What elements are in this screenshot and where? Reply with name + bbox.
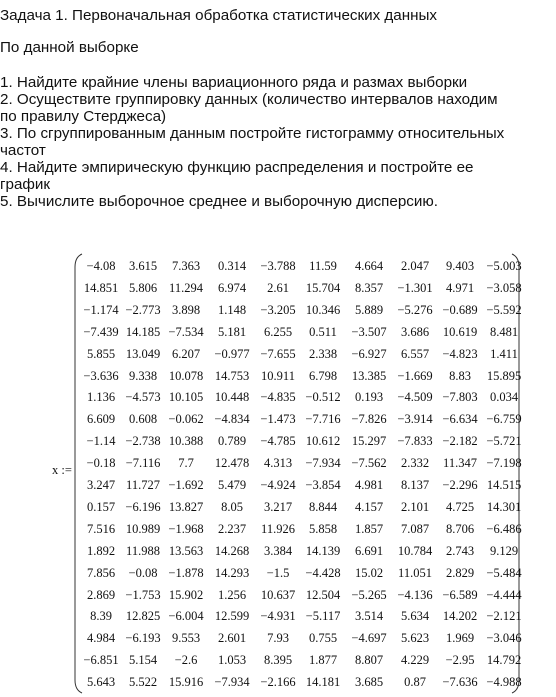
matrix-cell: −3.914 <box>397 412 433 427</box>
matrix-row <box>73 408 521 430</box>
matrix-cell: −7.934 <box>214 675 250 690</box>
matrix-cell: 2.743 <box>445 543 475 558</box>
matrix-cell: −2.166 <box>260 675 296 690</box>
matrix-cell: 5.181 <box>217 324 247 339</box>
matrix-cell: 15.902 <box>168 587 204 602</box>
matrix-cell: 8.357 <box>354 280 384 295</box>
matrix-cell: −4.444 <box>486 587 522 602</box>
matrix-cell: 13.385 <box>351 368 387 383</box>
matrix-cell: 12.599 <box>214 609 250 624</box>
matrix-cell: 6.255 <box>263 324 293 339</box>
task-line: 5. Вычислите выборочное среднее и выборочную дисперсию. <box>0 193 438 210</box>
matrix-cell: −6.004 <box>168 609 204 624</box>
matrix-cell: −4.931 <box>260 609 296 624</box>
matrix-cell: 14.181 <box>305 675 341 690</box>
matrix-cell: −0.062 <box>168 412 204 427</box>
matrix-cell: 5.154 <box>128 653 158 668</box>
matrix-cell: 0.314 <box>217 259 247 273</box>
task-line: 1. Найдите крайние члены вариационного ряда и размах выборки <box>0 74 468 91</box>
matrix-cell: 0.87 <box>404 675 426 690</box>
matrix-cell: −6.589 <box>442 587 478 602</box>
data-matrix <box>73 253 521 694</box>
matrix-cell: 11.988 <box>126 543 160 558</box>
matrix-cell: −3.205 <box>260 302 296 317</box>
matrix-row <box>73 386 521 408</box>
matrix-cell: 3.247 <box>86 478 116 492</box>
matrix-cell: −4.823 <box>442 346 478 361</box>
matrix-cell: 10.448 <box>214 390 250 405</box>
matrix-cell: −5.592 <box>486 302 522 317</box>
matrix-cell: 1.148 <box>217 302 247 317</box>
matrix-cell: 5.479 <box>217 478 247 492</box>
matrix-row <box>73 496 521 518</box>
matrix-cell: 15.02 <box>354 565 384 580</box>
matrix-cell: 11.347 <box>443 456 477 471</box>
matrix-cell: 3.686 <box>400 324 430 339</box>
matrix-cell: 3.685 <box>354 675 384 690</box>
matrix-label: x := <box>52 463 72 477</box>
matrix-cell: 6.974 <box>217 280 247 295</box>
matrix-row <box>73 605 521 627</box>
matrix-cell: 11.727 <box>126 478 160 492</box>
matrix-cell: 15.297 <box>351 434 387 449</box>
matrix-cell: −2.121 <box>486 609 522 624</box>
matrix-cell: 4.981 <box>354 478 384 492</box>
matrix-cell: 14.268 <box>214 543 250 558</box>
matrix-cell: −6.851 <box>83 653 119 668</box>
matrix-cell: −3.636 <box>83 368 119 383</box>
matrix-row <box>73 452 521 474</box>
matrix-row <box>73 540 521 562</box>
matrix-row <box>73 627 521 649</box>
matrix-cell: 2.237 <box>217 521 247 536</box>
matrix-cell: −7.833 <box>397 434 433 449</box>
matrix-cell: 14.515 <box>486 478 522 492</box>
matrix-cell: 8.05 <box>221 499 243 514</box>
matrix-cell: 1.892 <box>86 543 116 558</box>
matrix-cell: 10.784 <box>397 543 433 558</box>
matrix-cell: −5.484 <box>486 565 522 580</box>
matrix-cell: 8.844 <box>308 499 338 514</box>
matrix-cell: −1.878 <box>168 565 204 580</box>
matrix-cell: 1.136 <box>86 390 116 405</box>
matrix-cell: 10.105 <box>168 390 204 405</box>
matrix-cell: −1.692 <box>168 478 204 492</box>
matrix-cell: 8.137 <box>400 478 430 492</box>
matrix-cell: 15.895 <box>486 368 522 383</box>
matrix-cell: −6.927 <box>351 346 387 361</box>
matrix-cell: 0.193 <box>354 390 384 405</box>
matrix-cell: −7.803 <box>442 390 478 405</box>
matrix-cell: 14.301 <box>486 499 522 514</box>
matrix-cell: 1.411 <box>490 346 518 361</box>
matrix-cell: −4.785 <box>260 434 296 449</box>
matrix-cell: 3.898 <box>171 302 201 317</box>
matrix-cell: 4.725 <box>445 499 475 514</box>
matrix-row <box>73 584 521 606</box>
matrix-cell: 8.807 <box>354 653 384 668</box>
matrix-row <box>73 365 521 387</box>
matrix-cell: 2.829 <box>445 565 475 580</box>
matrix-row <box>73 562 521 584</box>
matrix-cell: 15.704 <box>305 280 341 295</box>
task-line: 3. По сгруппированным данным постройте гистограмму относительных <box>0 125 505 142</box>
matrix-cell: 2.047 <box>400 259 430 273</box>
matrix-row <box>73 299 521 321</box>
matrix-cell: 14.185 <box>125 324 161 339</box>
matrix-cell: −7.562 <box>351 456 387 471</box>
matrix-cell: 8.39 <box>90 609 112 624</box>
matrix-cell: −1.14 <box>86 434 116 449</box>
matrix-cell: −6.486 <box>486 521 522 536</box>
matrix-cell: −5.003 <box>486 259 522 273</box>
matrix-cell: 0.789 <box>217 434 247 449</box>
matrix-cell: 1.969 <box>445 631 475 646</box>
task-line: 2. Осуществите группировку данных (количество интервалов находим <box>0 91 498 108</box>
matrix-cell: 13.827 <box>168 499 204 514</box>
matrix-cell: −7.534 <box>168 324 204 339</box>
matrix-cell: 14.753 <box>214 368 250 383</box>
matrix-body <box>73 253 521 694</box>
task-line: график <box>0 176 51 193</box>
matrix-cell: −0.08 <box>128 565 158 580</box>
matrix-cell: 0.755 <box>308 631 338 646</box>
matrix-cell: 0.511 <box>309 324 337 339</box>
matrix-cell: 5.522 <box>128 675 158 690</box>
matrix-cell: −1.753 <box>125 587 161 602</box>
matrix-cell: 4.229 <box>400 653 430 668</box>
matrix-cell: −2.738 <box>125 434 161 449</box>
matrix-cell: 4.313 <box>263 456 293 471</box>
matrix-cell: −4.136 <box>397 587 433 602</box>
matrix-cell: −3.507 <box>351 324 387 339</box>
matrix-cell: −6.196 <box>125 499 161 514</box>
matrix-cell: 2.101 <box>400 499 430 514</box>
matrix-cell: 1.857 <box>354 521 384 536</box>
matrix-row <box>73 474 521 496</box>
matrix-cell: 12.504 <box>305 587 341 602</box>
matrix-row <box>73 321 521 343</box>
task-subtitle: По данной выборке <box>0 39 139 56</box>
matrix-cell: 4.157 <box>354 499 384 514</box>
matrix-cell: −3.788 <box>260 259 296 273</box>
matrix-cell: −7.655 <box>260 346 296 361</box>
matrix-cell: 8.481 <box>489 324 519 339</box>
matrix-cell: 14.792 <box>486 653 522 668</box>
matrix-cell: −4.697 <box>351 631 387 646</box>
matrix-cell: 8.395 <box>263 653 293 668</box>
matrix-cell: −6.759 <box>486 412 522 427</box>
matrix-cell: 7.363 <box>171 259 201 273</box>
matrix-cell: 11.051 <box>398 565 432 580</box>
matrix-cell: −2.773 <box>125 302 161 317</box>
matrix-cell: 10.612 <box>305 434 341 449</box>
matrix-cell: −1.301 <box>397 280 433 295</box>
matrix-row <box>73 518 521 540</box>
matrix-cell: −7.934 <box>305 456 341 471</box>
matrix-cell: 9.553 <box>171 631 201 646</box>
matrix-cell: −5.276 <box>397 302 433 317</box>
matrix-cell: 10.989 <box>125 521 161 536</box>
matrix-cell: −1.174 <box>83 302 119 317</box>
matrix-cell: 6.691 <box>354 543 384 558</box>
task-line: 4. Найдите эмпирическую функцию распределения и постройте ее <box>0 159 474 176</box>
task-list <box>0 74 504 210</box>
matrix-cell: 6.207 <box>171 346 201 361</box>
matrix-cell: −1.473 <box>260 412 296 427</box>
matrix-cell: −4.834 <box>214 412 250 427</box>
matrix-cell: −7.716 <box>305 412 341 427</box>
matrix-cell: 9.403 <box>445 259 475 273</box>
matrix-cell: 9.129 <box>489 543 519 558</box>
matrix-cell: 0.608 <box>128 412 158 427</box>
matrix-cell: −4.428 <box>305 565 341 580</box>
matrix-row <box>73 343 521 365</box>
matrix-cell: 6.557 <box>400 346 430 361</box>
matrix-cell: 6.609 <box>86 412 116 427</box>
matrix-cell: 5.858 <box>308 521 338 536</box>
matrix-row <box>73 277 521 299</box>
matrix-cell: 7.7 <box>178 456 194 471</box>
matrix-cell: 4.984 <box>86 631 116 646</box>
matrix-cell: 2.338 <box>308 346 338 361</box>
matrix-cell: 5.634 <box>400 609 430 624</box>
matrix-cell: −6.634 <box>442 412 478 427</box>
matrix-cell: −3.058 <box>486 280 522 295</box>
matrix-cell: 9.338 <box>128 368 158 383</box>
matrix-cell: 10.619 <box>442 324 478 339</box>
matrix-cell: 14.139 <box>305 543 341 558</box>
matrix-row <box>73 430 521 452</box>
matrix-cell: 6.798 <box>308 368 338 383</box>
matrix-cell: 15.916 <box>168 675 204 690</box>
matrix-cell: 12.825 <box>125 609 161 624</box>
matrix-cell: 10.078 <box>168 368 204 383</box>
matrix-cell: 4.664 <box>354 259 384 273</box>
matrix-cell: −4.573 <box>125 390 161 405</box>
matrix-cell: −7.439 <box>83 324 119 339</box>
matrix-cell: 2.869 <box>86 587 116 602</box>
matrix-cell: −7.636 <box>442 675 478 690</box>
matrix-cell: −0.512 <box>305 390 341 405</box>
matrix-cell: 5.623 <box>400 631 430 646</box>
matrix-cell: 14.202 <box>442 609 478 624</box>
matrix-cell: −4.924 <box>260 478 296 492</box>
matrix-cell: 8.706 <box>445 521 475 536</box>
matrix-cell: −4.988 <box>486 675 522 690</box>
matrix-cell: 2.332 <box>400 456 430 471</box>
matrix-cell: −4.509 <box>397 390 433 405</box>
matrix-cell: −2.95 <box>445 653 475 668</box>
matrix-cell: 1.877 <box>308 653 338 668</box>
matrix-cell: 3.514 <box>354 609 384 624</box>
matrix-cell: −2.296 <box>442 478 478 492</box>
matrix-cell: 11.59 <box>309 259 337 273</box>
matrix-cell: 1.256 <box>217 587 247 602</box>
task-line: частот <box>0 142 46 159</box>
matrix-row <box>73 255 521 277</box>
matrix-cell: −7.116 <box>125 456 161 471</box>
matrix-cell: −0.689 <box>442 302 478 317</box>
matrix-cell: 5.643 <box>86 675 116 690</box>
matrix-cell: 13.049 <box>125 346 161 361</box>
matrix-cell: 11.926 <box>261 521 295 536</box>
matrix-row <box>73 671 521 693</box>
matrix-cell: −5.117 <box>305 609 341 624</box>
matrix-cell: 2.601 <box>217 631 247 646</box>
matrix-cell: −1.5 <box>266 565 290 580</box>
matrix-cell: −4.08 <box>86 259 116 273</box>
matrix-cell: −0.18 <box>86 456 116 471</box>
matrix-cell: 2.61 <box>267 280 289 295</box>
matrix-cell: 14.293 <box>214 565 250 580</box>
matrix-cell: 7.516 <box>86 521 116 536</box>
matrix-cell: −1.669 <box>397 368 433 383</box>
matrix-cell: 0.034 <box>489 390 519 405</box>
task-title: Задача 1. Первоначальная обработка статистических данных <box>0 7 438 24</box>
matrix-cell: 12.478 <box>214 456 250 471</box>
task-line: по правилу Стерджеса) <box>0 108 167 125</box>
matrix-cell: −1.968 <box>168 521 204 536</box>
matrix-row <box>73 649 521 671</box>
matrix-cell: −7.198 <box>486 456 522 471</box>
matrix-cell: 10.637 <box>260 587 296 602</box>
matrix-cell: −2.182 <box>442 434 478 449</box>
matrix-cell: 10.346 <box>305 302 341 317</box>
matrix-cell: −7.826 <box>351 412 387 427</box>
matrix-cell: 3.217 <box>263 499 293 514</box>
matrix-cell: 4.971 <box>445 280 475 295</box>
matrix-cell: 5.806 <box>128 280 158 295</box>
matrix-cell: −2.6 <box>174 653 198 668</box>
matrix-cell: 7.856 <box>86 565 116 580</box>
matrix-cell: −5.721 <box>486 434 522 449</box>
matrix-cell: 8.83 <box>449 368 471 383</box>
matrix-cell: −4.835 <box>260 390 296 405</box>
matrix-cell: 10.911 <box>261 368 295 383</box>
matrix-cell: 3.384 <box>263 543 293 558</box>
matrix-cell: 5.855 <box>86 346 116 361</box>
matrix-cell: −0.977 <box>214 346 250 361</box>
matrix-cell: 13.563 <box>168 543 204 558</box>
matrix-cell: −3.854 <box>305 478 341 492</box>
matrix-cell: 3.615 <box>128 259 158 273</box>
matrix-cell: 14.851 <box>83 280 119 295</box>
matrix-cell: −5.265 <box>351 587 387 602</box>
matrix-cell: −3.046 <box>486 631 522 646</box>
matrix-cell: 1.053 <box>217 653 247 668</box>
matrix-cell: 7.93 <box>267 631 289 646</box>
matrix-cell: 7.087 <box>400 521 430 536</box>
matrix-cell: 11.294 <box>169 280 203 295</box>
matrix-cell: 0.157 <box>86 499 116 514</box>
matrix-cell: −6.193 <box>125 631 161 646</box>
matrix-cell: 5.889 <box>354 302 384 317</box>
matrix-cell: 10.388 <box>168 434 204 449</box>
